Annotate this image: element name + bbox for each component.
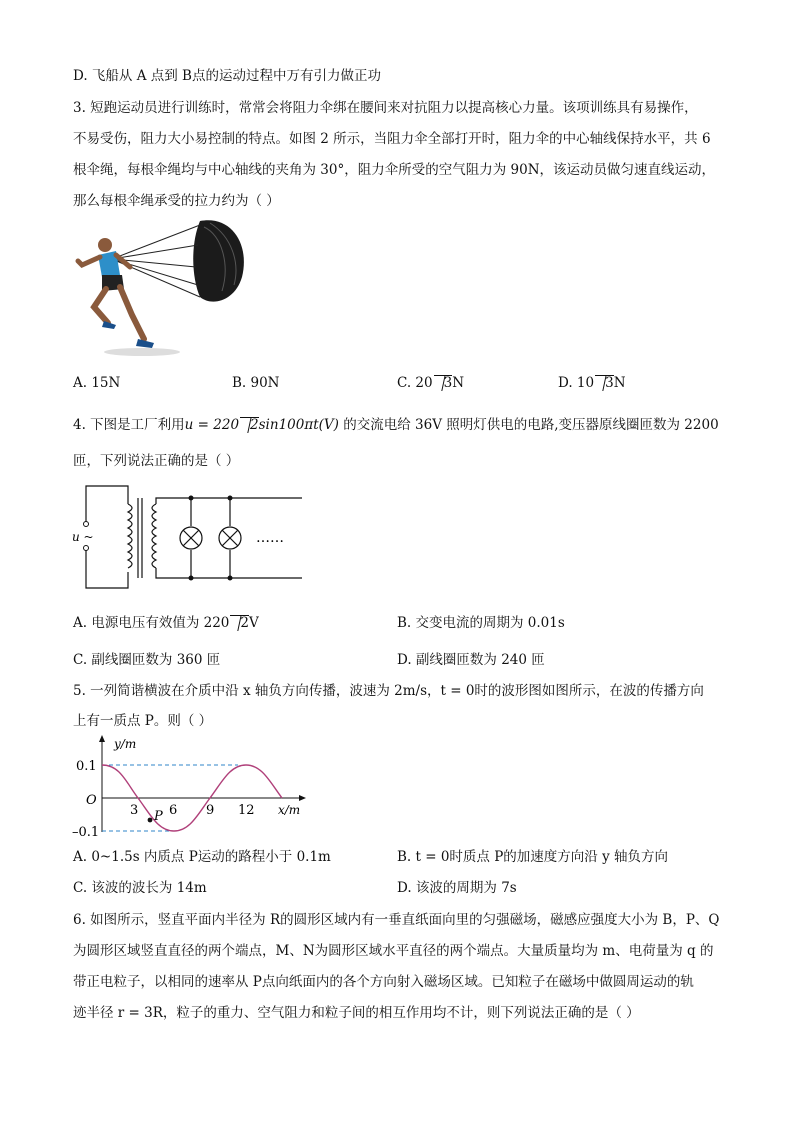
y-tick-bottom: –0.1 <box>72 825 100 840</box>
x-tick-9: 9 <box>206 803 215 818</box>
q5-line-1: 5. 一列简谐横波在介质中沿 x 轴负方向传播，波速为 2m/s，t = 0时的波形图如图所示，在波的传播方向 <box>73 683 704 699</box>
q4-line-1: 4. 下图是工厂利用u = 220 2sin100πt(V) 的交流电给 36V 照明灯供电的电路,变压器原线圈匝数为 2200 <box>73 417 719 433</box>
q4-option-c: C. 副线圈匝数为 360 匝 <box>73 652 221 668</box>
y-axis-label: y/m <box>114 737 137 751</box>
q4-option-a: A. 电源电压有效值为 220 2V <box>73 615 259 631</box>
x-tick-12: 12 <box>238 803 255 818</box>
circuit-ellipsis: …… <box>256 530 284 546</box>
q5-option-d: D. 该波的周期为 7s <box>397 880 517 896</box>
wave-graph <box>70 732 310 842</box>
transformer-circuit-diagram <box>70 482 306 597</box>
q3-line-4: 那么每根伞绳承受的拉力约为（ ） <box>73 193 280 209</box>
q6-line-4: 迹半径 r = 3R，粒子的重力、空气阻力和粒子间的相互作用均不计，则下列说法正确的是（ ） <box>73 1005 640 1021</box>
q3-option-b: B. 90N <box>232 375 280 391</box>
q5-option-b: B. t = 0时质点 P的加速度方向沿 y 轴负方向 <box>397 849 668 865</box>
point-p-label: P <box>154 809 163 824</box>
q4-line-2: 匝，下列说法正确的是（ ） <box>73 453 240 469</box>
q3-line-2: 不易受伤，阻力大小易控制的特点。如图 2 所示，当阻力伞全部打开时，阻力伞的中心轴线保持水平，共 6 <box>73 131 711 147</box>
q3-option-d: D. 10 3N <box>558 375 626 391</box>
x-tick-6: 6 <box>169 803 178 818</box>
q6-line-2: 为圆形区域竖直直径的两个端点，M、N为圆形区域水平直径的两个端点。大量质量均为 m、电荷量为 q 的 <box>73 943 714 959</box>
q3-line-1: 3. 短跑运动员进行训练时，常常会将阻力伞绑在腰间来对抗阻力以提高核心力量。该项训练具有易操作， <box>73 100 698 116</box>
q5-line-2: 上有一质点 P。则（ ） <box>73 713 213 729</box>
q5-option-a: A. 0~1.5s 内质点 P运动的路程小于 0.1m <box>73 849 331 865</box>
q6-line-3: 带正电粒子，以相同的速率从 P点向纸面内的各个方向射入磁场区域。已知粒子在磁场中做圆周运动的轨 <box>73 974 694 990</box>
runner-parachute-figure <box>72 215 252 360</box>
x-axis-label: x/m <box>278 803 301 817</box>
q3-option-a: A. 15N <box>73 375 121 391</box>
q3-line-3: 根伞绳，每根伞绳均与中心轴线的夹角为 30°，阻力伞所受的空气阻力为 90N，该运动员做匀速直线运动， <box>73 162 716 178</box>
q4-formula: u = 220 2sin100πt(V) <box>184 417 339 433</box>
prev-option-d: D. 飞船从 A 点到 B点的运动过程中万有引力做正功 <box>73 68 381 84</box>
q6-line-1: 6. 如图所示，竖直平面内半径为 R的圆形区域内有一垂直纸面向里的匀强磁场，磁感应强度大小为 B，P、Q <box>73 912 720 928</box>
u-source-label: u ~ <box>72 530 94 544</box>
q4-option-d: D. 副线圈匝数为 240 匝 <box>397 652 545 668</box>
point-p <box>148 818 153 823</box>
x-tick-3: 3 <box>130 803 139 818</box>
origin-label: O <box>86 793 97 808</box>
q4-option-b: B. 交变电流的周期为 0.01s <box>397 615 565 631</box>
q3-option-c: C. 20 3N <box>397 375 465 391</box>
y-tick-top: 0.1 <box>76 759 97 774</box>
q5-option-c: C. 该波的波长为 14m <box>73 880 207 896</box>
